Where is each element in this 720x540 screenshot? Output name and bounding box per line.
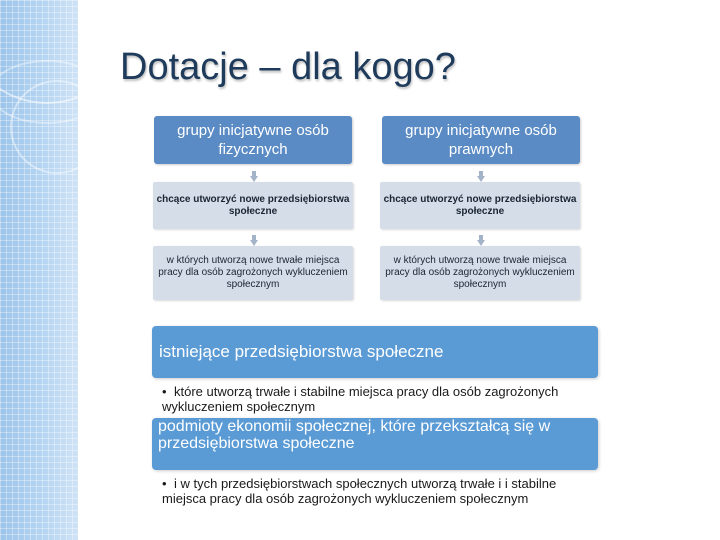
sidebar-decoration <box>0 0 78 540</box>
section-bullet-existing <box>162 384 582 414</box>
bullet-symbol: • <box>162 476 167 491</box>
right-box-create: chcące utworzyć nowe przedsiębiorstwa społeczne <box>380 182 580 229</box>
bullet-symbol: • <box>162 384 167 399</box>
left-box-create: chcące utworzyć nowe przedsiębiorstwa społeczne <box>153 182 353 229</box>
bullet-text: które utworzą trwałe i stabilne miejsca pracy dla osób zagrożonych wykluczeniem społecznym <box>162 384 559 414</box>
bullet-text: i w tych przedsiębiorstwach społecznych utworzą trwałe i i stabilne miejsca pracy dla osób zagrożonych wykluczeniem społecznym <box>162 476 557 506</box>
section-bullet-transform <box>162 476 582 506</box>
decorative-swirl <box>0 60 78 124</box>
right-column-header: grupy inicjatywne osób prawnych <box>382 116 580 164</box>
left-column-header: grupy inicjatywne osób fizycznych <box>154 116 352 164</box>
section-heading-transform: podmioty ekonomii społecznej, które przekształcą się w przedsiębiorstwa społeczne <box>152 418 598 470</box>
left-box-jobs: w których utworzą nowe trwałe miejsca pracy dla osób zagrożonych wykluczeniem społecznym <box>153 246 353 300</box>
slide-title: Dotacje – dla kogo? <box>120 46 456 88</box>
right-box-jobs: w których utworzą nowe trwałe miejsca pracy dla osób zagrożonych wykluczeniem społecznym <box>380 246 580 300</box>
section-heading-existing: istniejące przedsiębiorstwa społeczne <box>152 326 598 378</box>
